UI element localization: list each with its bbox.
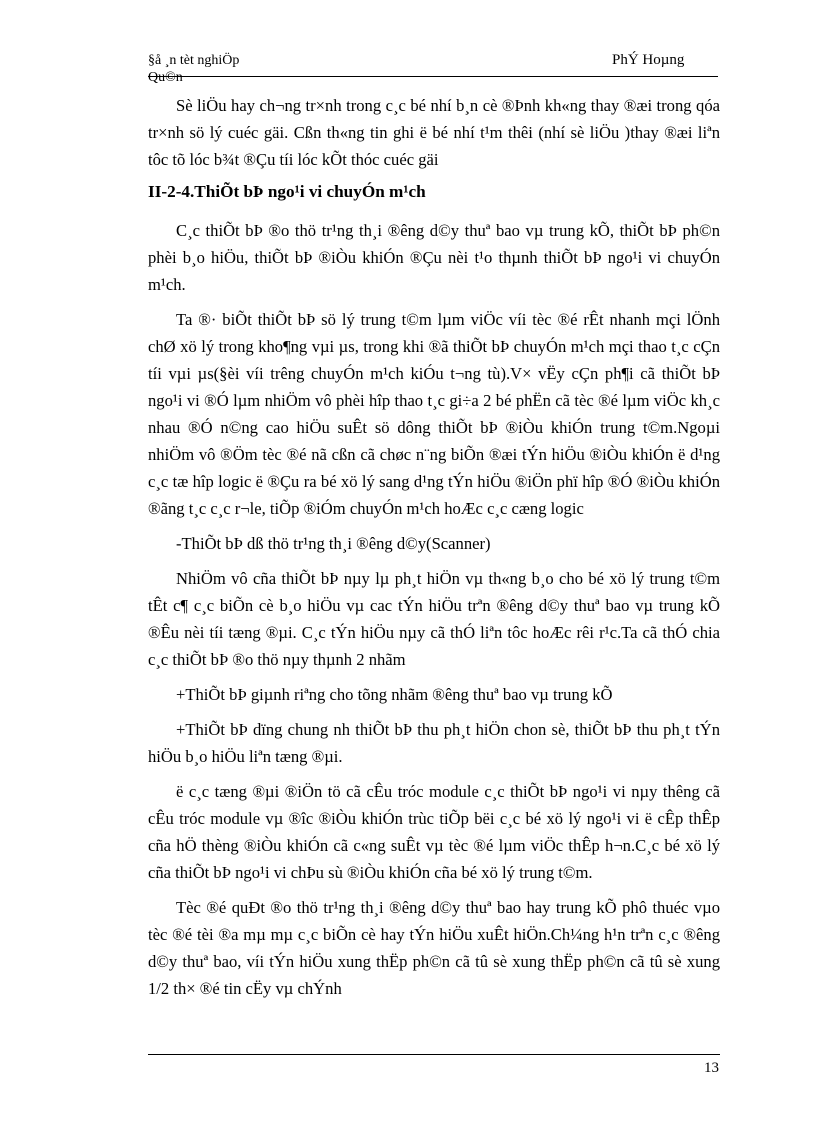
paragraph-module-structure: ë c¸c tæng ®µi ®iÖn tö cã cÊu tróc module c¸c thiÕt bÞ ngo¹i vi nµy thêng cã cÊu tróc module vµ ®îc ®iÒu khiÓn trùc tiÕp bëi c¸c bé xö lý ngo¹i vi ë cÊp thÊp cña hÖ thèng ®iÒu khiÓn cã c«ng suÊt vµ tèc ®é lµm viÖc thÊp h¬n.C¸c bé xö lý cña thiÕt bÞ ngo¹i vi chÞu sù ®iÒu khiÓn cña bé xö lý trung t©m. <box>148 782 720 882</box>
paragraph-scanner-task: NhiÖm vô cña thiÕt bÞ nµy lµ ph¸t hiÖn vµ th«ng b¸o cho bé xö lý trung t©m tÊt c¶ c¸c biÕn cè b¸o hiÖu vµ cac tÝn hiÖu trªn ®êng d©y thuª bao vµ trung kÕ ®Êu nèi tíi tæng ®µi. C¸c tÝn hiÖu nµy cã thÓ liªn tôc hoÆc rêi r¹c.Ta cã thÓ chia c¸c thiÕt bÞ ®o thö nµy thµnh 2 nhãm <box>148 569 720 669</box>
section-heading: II-2-4.ThiÕt bÞ ngo¹i vi chuyÓn m¹ch <box>148 182 426 201</box>
footer-divider <box>148 1054 720 1055</box>
paragraph-shared-device: +ThiÕt bÞ dïng chung nh thiÕt bÞ thu ph¸t hiÖn chon sè, thiÕt bÞ thu ph¸t tÝn hiÖu b¸o hiÖu liªn tæng ®µi. <box>148 720 720 766</box>
paragraph-processing-speed: Ta ®· biÕt thiÕt bÞ sö lý trung t©m lµm viÖc víi tèc ®é rÊt nhanh mçi lÖnh chØ xö lý trong kho¶ng vµi µs, trong khi ®ã thiÕt bÞ chuyÓn m¹ch mçi thao t¸c cÇn tíi vµi µs(§èi víi trêng chuyÓn m¹ch kiÓu t¬ng tù).V× vËy cÇn ph¶i cã thiÕt bÞ ngo¹i vi ®Ó lµm nhiÖm vô phèi hîp thao t¸c gi÷a 2 bé phËn cã tèc ®é lµm viÖc kh¸c nhau ®Ó n©ng cao hiÖu suÊt sö dông thiÕt bÞ ®iÒu khiÓn trung t©m.Ngoµi nhiÖm vô ®Öm tèc ®é nã cßn cã chøc n¨ng biÕn ®æi tÝn hiÖu ®iÒu khiÓn ë d¹ng c¸c tæ hîp logic ë ®Çu ra bé xö lý sang d¹ng tÝn hiÖu ®iÖn phï hîp ®Ó ®iÒu khiÓn ®ãng t¸c c¸c r¬le, tiÕp ®iÓm chuyÓn m¹ch hoÆc c¸c cæng logic <box>148 310 720 518</box>
header-thesis-label-cont: Qu©n <box>148 70 183 85</box>
paragraph-peripheral-devices: C¸c thiÕt bÞ ®o thö tr¹ng th¸i ®êng d©y thuª bao vµ trung kÕ, thiÕt bÞ ph©n phèi b¸o hiÖu, thiÕt bÞ ®iÒu khiÓn ®Çu nèi t¹o thµnh thiÕt bÞ ngo¹i vi chuyÓn m¹ch. <box>148 221 720 294</box>
paragraph-dedicated-device: +ThiÕt bÞ giµnh riªng cho tõng nhãm ®êng thuª bao vµ trung kÕ <box>176 685 613 704</box>
header-left <box>148 52 239 86</box>
header-divider <box>148 76 718 77</box>
page-body <box>148 92 720 1010</box>
paragraph-scan-speed: Tèc ®é quÐt ®o thö tr¹ng th¸i ®êng d©y thuª bao hay trung kÕ phô thuéc vµo tèc ®é tèi ®a mµ mµ c¸c biÕn cè hay tÝn hiÖu xuÊt hiÖn.Ch¼ng h¹n trªn c¸c ®êng d©y thuª bao, víi tÝn hiÖu xung thËp ph©n cã tû sè xung thËp ph©n cã tû sè xung 1/2 th× ®é tin cËy vµ chÝnh <box>148 898 720 998</box>
paragraph-scanner-item: -ThiÕt bÞ dß thö tr¹ng th¸i ®êng d©y(Scanner) <box>176 534 491 553</box>
paragraph-memory-data: Sè liÖu hay ch¬ng tr×nh trong c¸c bé nhí b¸n cè ®Þnh kh«ng thay ®æi trong qóa tr×nh sö lý cuéc gäi. Cßn th«ng tin ghi ë bé nhí t¹m thêi (nhí sè liÖu )thay ®æi liªn tôc tõ lóc b¾t ®Çu tíi lóc kÕt thóc cuéc gäi <box>148 96 720 169</box>
page-number: 13 <box>704 1060 719 1076</box>
header-thesis-label: §å ¸n tèt nghiÖp <box>148 53 240 68</box>
header-author: PhÝ Hoµng <box>612 52 685 68</box>
